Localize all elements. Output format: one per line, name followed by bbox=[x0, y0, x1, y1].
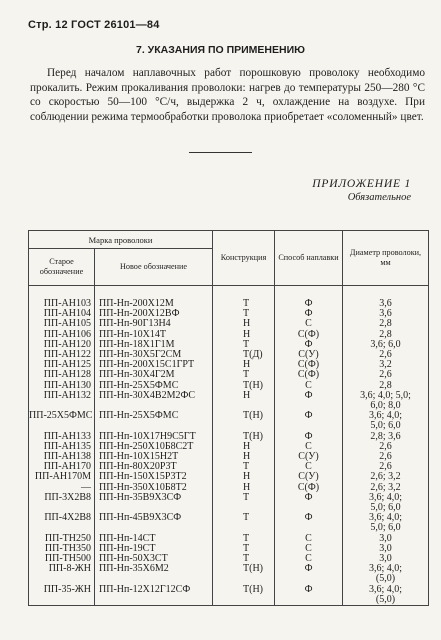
cell-cons: Н bbox=[213, 360, 275, 370]
table-row bbox=[29, 564, 429, 584]
cell-meth: Ф bbox=[275, 432, 343, 442]
cell-meth: Ф bbox=[275, 391, 343, 411]
cell-cons: Т bbox=[213, 370, 275, 380]
cell-dia: 3,0 bbox=[343, 554, 429, 564]
cell-dia: 3,0 bbox=[343, 534, 429, 544]
cell-meth: С(У) bbox=[275, 472, 343, 482]
cell-cons: Т(Н) bbox=[213, 381, 275, 391]
header-grade: Марка проволоки bbox=[29, 231, 213, 249]
cell-new: ПП-Нп-35Х6М2 bbox=[95, 564, 213, 584]
cell-old: ПП-АН125 bbox=[29, 360, 95, 370]
cell-new: ПП-Нп-25Х5ФМС bbox=[95, 381, 213, 391]
cell-old: ПП-ТН250 bbox=[29, 534, 95, 544]
cell-meth: Ф bbox=[275, 513, 343, 533]
cell-dia: 2,6 bbox=[343, 452, 429, 462]
section-title: 7. УКАЗАНИЯ ПО ПРИМЕНЕНИЮ bbox=[136, 44, 305, 56]
cell-meth: С(Ф) bbox=[275, 370, 343, 380]
cell-cons: Н bbox=[213, 483, 275, 493]
cell-dia: 2,6 bbox=[343, 370, 429, 380]
cell-old: ПП-АН133 bbox=[29, 432, 95, 442]
cell-meth: С bbox=[275, 544, 343, 554]
cell-cons: Т bbox=[213, 513, 275, 533]
cell-cons: Т bbox=[213, 493, 275, 513]
separator-line bbox=[189, 152, 252, 153]
table-row bbox=[29, 391, 429, 411]
cell-cons: Т bbox=[213, 544, 275, 554]
cell-old: ПП-35-ЖН bbox=[29, 585, 95, 606]
cell-dia: 3,6 bbox=[343, 309, 429, 319]
cell-new: ПП-Нп-50Х3СТ bbox=[95, 554, 213, 564]
cell-meth: Ф bbox=[275, 286, 343, 310]
cell-new: ПП-Нп-14СТ bbox=[95, 534, 213, 544]
cell-old: ПП-АН135 bbox=[29, 442, 95, 452]
cell-dia: 2,8 bbox=[343, 330, 429, 340]
cell-meth: С(У) bbox=[275, 350, 343, 360]
cell-new: ПП-Нп-45В9Х3СФ bbox=[95, 513, 213, 533]
cell-old: ПП-АН105 bbox=[29, 319, 95, 329]
appendix-title: ПРИЛОЖЕНИЕ 1 bbox=[312, 178, 411, 190]
cell-meth: С(Ф) bbox=[275, 360, 343, 370]
cell-cons: Т bbox=[213, 309, 275, 319]
cell-dia: 3,6; 6,0 bbox=[343, 340, 429, 350]
cell-dia: 3,6 bbox=[343, 286, 429, 310]
cell-new: ПП-Нп-30Х5Г2СМ bbox=[95, 350, 213, 360]
table-body bbox=[29, 286, 429, 606]
appendix-subtitle: Обязательное bbox=[347, 192, 411, 203]
table-row bbox=[29, 493, 429, 513]
cell-dia: 2,6 bbox=[343, 462, 429, 472]
cell-cons: Т(Н) bbox=[213, 585, 275, 606]
cell-new: ПП-Нп-10Х15Н2Т bbox=[95, 452, 213, 462]
cell-old: ПП-4Х2В8 bbox=[29, 513, 95, 533]
cell-meth: С bbox=[275, 319, 343, 329]
cell-old: ПП-АН106 bbox=[29, 330, 95, 340]
cell-new: ПП-Нп-12Х12Г12СФ bbox=[95, 585, 213, 606]
cell-old: ПП-АН128 bbox=[29, 370, 95, 380]
cell-cons: Т(Н) bbox=[213, 411, 275, 431]
cell-new: ПП-Нп-19СТ bbox=[95, 544, 213, 554]
cell-new: ПП-Нп-25Х5ФМС bbox=[95, 411, 213, 431]
cell-meth: Ф bbox=[275, 493, 343, 513]
cell-old: — bbox=[29, 483, 95, 493]
cell-new: ПП-Нп-350Х10Б8Т2 bbox=[95, 483, 213, 493]
cell-new: ПП-Нп-80Х20Р3Т bbox=[95, 462, 213, 472]
table-row bbox=[29, 513, 429, 533]
header-old: Старое обозначение bbox=[29, 249, 95, 286]
cell-new: ПП-Нп-200Х12М bbox=[95, 286, 213, 310]
cell-dia: 3,0 bbox=[343, 544, 429, 554]
cell-dia: 2,6; 3,2 bbox=[343, 483, 429, 493]
cell-new: ПП-Нп-10Х14Т bbox=[95, 330, 213, 340]
cell-cons: Т bbox=[213, 534, 275, 544]
cell-dia: 2,6 bbox=[343, 350, 429, 360]
cell-dia: 3,6; 4,0; (5,0) bbox=[343, 585, 429, 606]
cell-old: ПП-АН120 bbox=[29, 340, 95, 350]
header-new: Новое обозначение bbox=[95, 249, 213, 286]
header-construction: Конструкция bbox=[213, 231, 275, 286]
cell-cons: Н bbox=[213, 452, 275, 462]
cell-cons: Н bbox=[213, 472, 275, 482]
cell-dia: 2,8 bbox=[343, 319, 429, 329]
cell-dia: 3,6; 4,0; 5,0; 6,0 bbox=[343, 493, 429, 513]
cell-dia: 2,6 bbox=[343, 442, 429, 452]
cell-old: ПП-АН103 bbox=[29, 286, 95, 310]
cell-cons: Н bbox=[213, 442, 275, 452]
cell-new: ПП-Нп-200Х15С1ГРТ bbox=[95, 360, 213, 370]
cell-old: ПП-АН138 bbox=[29, 452, 95, 462]
cell-meth: С(Ф) bbox=[275, 330, 343, 340]
cell-cons: Т(Н) bbox=[213, 564, 275, 584]
cell-old: ПП-25Х5ФМС bbox=[29, 411, 95, 431]
cell-old: ПП-ТН500 bbox=[29, 554, 95, 564]
page-header: Стр. 12 ГОСТ 26101—84 bbox=[28, 19, 160, 31]
cell-new: ПП-Нп-250Х10Б8С2Т bbox=[95, 442, 213, 452]
appendix-heading bbox=[312, 178, 411, 203]
cell-old: ПП-АН122 bbox=[29, 350, 95, 360]
cell-meth: Ф bbox=[275, 585, 343, 606]
cell-cons: Т bbox=[213, 554, 275, 564]
cell-new: ПП-Нп-150Х15Р3Т2 bbox=[95, 472, 213, 482]
cell-new: ПП-Нп-200Х12ВФ bbox=[95, 309, 213, 319]
cell-cons: Н bbox=[213, 319, 275, 329]
cell-meth: С bbox=[275, 462, 343, 472]
cell-meth: Ф bbox=[275, 411, 343, 431]
cell-cons: Н bbox=[213, 391, 275, 411]
cell-new: ПП-Нп-30Х4Г2М bbox=[95, 370, 213, 380]
cell-new: ПП-Нп-35В9Х3СФ bbox=[95, 493, 213, 513]
cell-new: ПП-Нп-18Х1Г1М bbox=[95, 340, 213, 350]
cell-cons: Т bbox=[213, 340, 275, 350]
cell-new: ПП-Нп-90Г13Н4 bbox=[95, 319, 213, 329]
cell-cons: Н bbox=[213, 330, 275, 340]
header-method: Способ наплавки bbox=[275, 231, 343, 286]
cell-meth: С bbox=[275, 534, 343, 544]
cell-old: ПП-3Х2В8 bbox=[29, 493, 95, 513]
cell-cons: Т bbox=[213, 286, 275, 310]
cell-old: ПП-АН130 bbox=[29, 381, 95, 391]
wire-grades-table bbox=[28, 230, 429, 606]
table-row bbox=[29, 585, 429, 606]
cell-cons: Т(Н) bbox=[213, 432, 275, 442]
cell-old: ПП-АН104 bbox=[29, 309, 95, 319]
cell-meth: С bbox=[275, 442, 343, 452]
cell-meth: Ф bbox=[275, 564, 343, 584]
instructions-paragraph: Перед началом наплавочных работ порошковую проволоку необходимо прокалить. Режим прокаливания проволоки: нагрев до температуры 250—280 °С со скоростью 50—100 °С/ч, выдержка 2 ч, охлаждение на воздухе. При соблюдении режима термообработки проволока приобретает «соломенный» цвет. bbox=[30, 67, 425, 123]
cell-meth: Ф bbox=[275, 340, 343, 350]
cell-dia: 3,6; 4,0; 5,0; 6,0 bbox=[343, 513, 429, 533]
cell-old: ПП-АН170 bbox=[29, 462, 95, 472]
cell-dia: 2,8; 3,6 bbox=[343, 432, 429, 442]
cell-meth: С bbox=[275, 381, 343, 391]
cell-cons: Т(Д) bbox=[213, 350, 275, 360]
cell-new: ПП-Нп-30Х4В2М2ФС bbox=[95, 391, 213, 411]
cell-cons: Т bbox=[213, 462, 275, 472]
cell-meth: С(Ф) bbox=[275, 483, 343, 493]
cell-dia: 3,6; 4,0; 5,0; 6,0 bbox=[343, 411, 429, 431]
cell-meth: С(У) bbox=[275, 452, 343, 462]
cell-meth: Ф bbox=[275, 309, 343, 319]
table-row bbox=[29, 286, 429, 310]
cell-dia: 2,6; 3,2 bbox=[343, 472, 429, 482]
cell-new: ПП-Нп-10Х17Н9С5ГТ bbox=[95, 432, 213, 442]
cell-dia: 3,6; 4,0; (5,0) bbox=[343, 564, 429, 584]
cell-old: ПП-ТН350 bbox=[29, 544, 95, 554]
cell-dia: 2,8 bbox=[343, 381, 429, 391]
cell-dia: 3,6; 4,0; 5,0; 6,0; 8,0 bbox=[343, 391, 429, 411]
cell-dia: 3,2 bbox=[343, 360, 429, 370]
cell-old: ПП-АН170М bbox=[29, 472, 95, 482]
cell-old: ПП-8-ЖН bbox=[29, 564, 95, 584]
table-row bbox=[29, 411, 429, 431]
cell-meth: С bbox=[275, 554, 343, 564]
header-diameter: Диаметр проволоки, мм bbox=[343, 231, 429, 286]
cell-old: ПП-АН132 bbox=[29, 391, 95, 411]
